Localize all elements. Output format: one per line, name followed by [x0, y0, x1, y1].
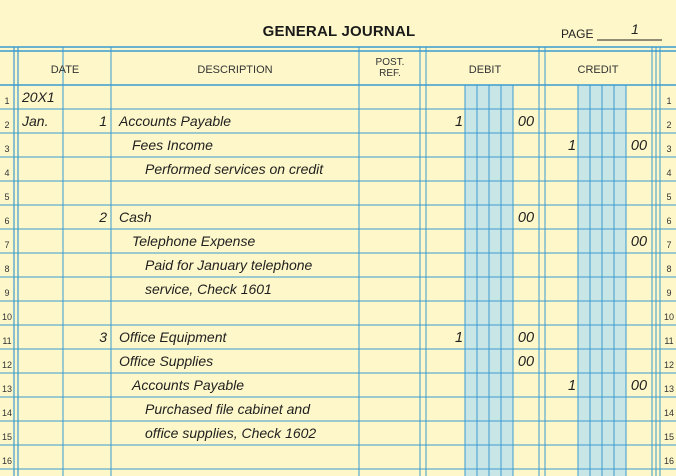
- entry-description: Office Supplies: [119, 353, 214, 369]
- line-number-left: 13: [1, 384, 13, 394]
- amount-cents: 00: [630, 138, 648, 154]
- entry-description: Performed services on credit: [145, 161, 324, 177]
- entry-description: service, Check 1601: [145, 281, 272, 297]
- entry-month: Jan.: [22, 113, 49, 129]
- line-number-left: 10: [1, 312, 13, 322]
- line-number-left: 14: [1, 408, 13, 418]
- amount-digit: 1: [567, 378, 577, 394]
- line-number-right: 5: [666, 192, 672, 202]
- amount-digit: 1: [567, 138, 577, 154]
- line-number-left: 3: [4, 144, 10, 154]
- line-number-right: 13: [663, 384, 675, 394]
- header-post-ref-line2: REF.: [379, 68, 401, 79]
- header-description: DESCRIPTION: [197, 64, 273, 76]
- line-number-right: 4: [666, 168, 672, 178]
- entry-day: 2: [99, 209, 107, 225]
- line-number-left: 8: [4, 264, 10, 274]
- header-post-ref-line1: POST.: [375, 57, 405, 68]
- line-number-right: 16: [663, 456, 675, 466]
- amount-cents: 00: [517, 330, 535, 346]
- line-number-left: 16: [1, 456, 13, 466]
- page-number: 1: [631, 21, 639, 37]
- line-number-right: 8: [666, 264, 672, 274]
- amount-digit: 1: [454, 114, 464, 130]
- amount-cents: 00: [517, 114, 535, 130]
- line-number-left: 11: [2, 336, 12, 346]
- entry-description: Purchased file cabinet and: [145, 401, 310, 417]
- header-date: DATE: [50, 64, 80, 76]
- header-credit: CREDIT: [577, 64, 619, 76]
- line-number-right: 10: [663, 312, 675, 322]
- line-number-right: 11: [664, 336, 674, 346]
- line-number-right: 9: [666, 288, 672, 298]
- line-number-left: 2: [4, 120, 10, 130]
- amount-cents: 00: [517, 354, 535, 370]
- entry-description: Fees Income: [132, 137, 213, 153]
- entry-description: Accounts Payable: [119, 113, 232, 129]
- line-number-left: 6: [4, 216, 10, 226]
- entry-day: 1: [99, 113, 107, 129]
- line-number-left: 9: [4, 288, 10, 298]
- line-number-right: 6: [666, 216, 672, 226]
- entry-month: 20X1: [22, 89, 55, 105]
- line-number-right: 2: [666, 120, 672, 130]
- page-label: PAGE: [561, 27, 594, 41]
- line-number-left: 5: [4, 192, 10, 202]
- entry-description: Paid for January telephone: [145, 257, 313, 273]
- amount-digit: 1: [454, 330, 464, 346]
- amount-cents: 00: [517, 210, 535, 226]
- entry-description: Accounts Payable: [132, 377, 245, 393]
- entry-description: office supplies, Check 1602: [145, 425, 317, 441]
- entry-description: Office Equipment: [119, 329, 227, 345]
- line-number-right: 15: [663, 432, 675, 442]
- line-number-left: 4: [4, 168, 10, 178]
- amount-cents: 00: [630, 378, 648, 394]
- line-number-left: 12: [1, 360, 13, 370]
- amount-cents: 00: [630, 234, 648, 250]
- line-number-right: 14: [663, 408, 675, 418]
- line-number-right: 3: [666, 144, 672, 154]
- line-number-left: 7: [4, 240, 10, 250]
- line-number-right: 1: [666, 96, 672, 106]
- entry-description: Cash: [119, 209, 152, 225]
- journal-title: GENERAL JOURNAL: [262, 23, 416, 40]
- entry-description: Telephone Expense: [132, 233, 256, 249]
- header-debit: DEBIT: [468, 64, 502, 76]
- line-number-right: 12: [663, 360, 675, 370]
- entry-day: 3: [99, 329, 107, 345]
- line-number-left: 15: [1, 432, 13, 442]
- line-number-right: 7: [666, 240, 672, 250]
- line-number-left: 1: [4, 96, 10, 106]
